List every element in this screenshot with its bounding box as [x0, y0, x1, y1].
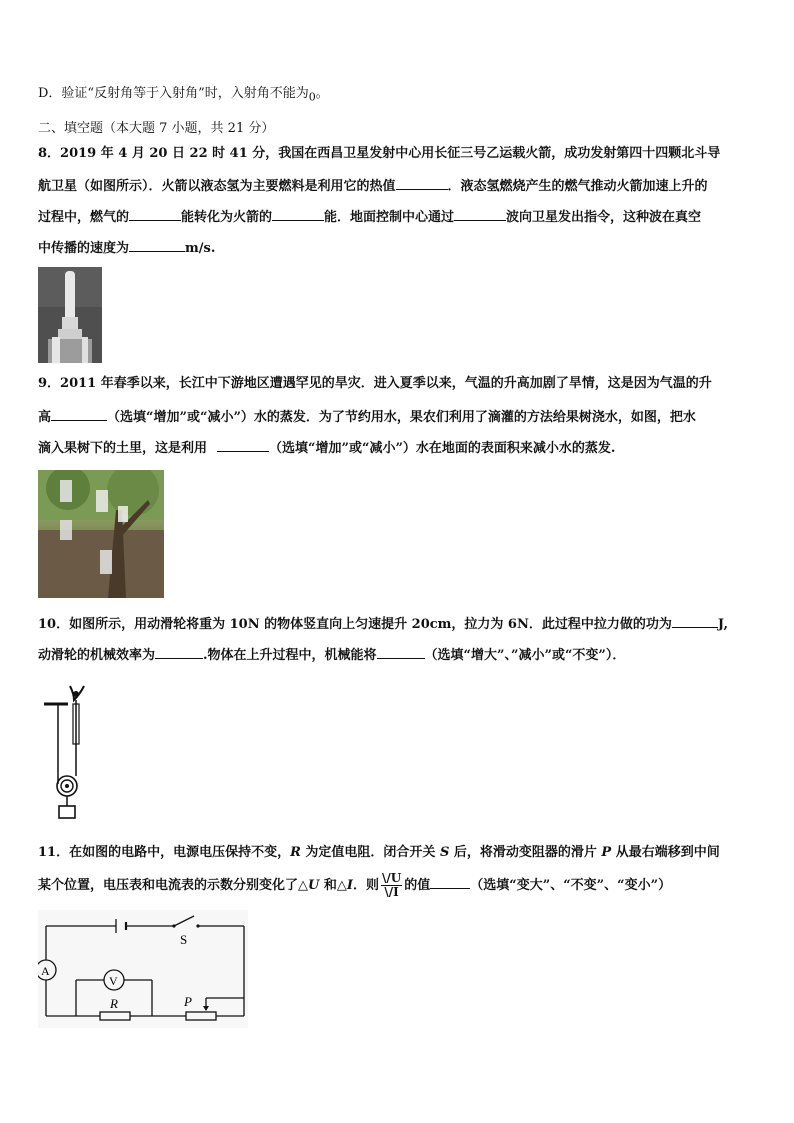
voltmeter-label: V — [109, 974, 118, 988]
fraction-denominator: \/I — [384, 885, 399, 899]
q10-text: .物体在上升过程中，机械能将 — [203, 648, 377, 663]
option-d-suffix: 。 — [315, 86, 329, 101]
switch-label: S — [180, 932, 188, 947]
q11-text: ．则 — [352, 878, 379, 893]
circuit-diagram — [38, 910, 248, 1032]
q8-text: 波向卫星发出指令，这种波在真空 — [506, 210, 702, 225]
q11-text: 11．在如图的电路中，电源电压保持不变， — [38, 845, 291, 860]
q8-text: 能．地面控制中心通过 — [324, 210, 455, 225]
q8-line3 — [38, 208, 701, 226]
q8-text: 能转化为火箭的 — [181, 210, 273, 225]
q11-text: 为定值电阻．闭合开关 — [300, 845, 440, 860]
q10-line2 — [38, 646, 625, 664]
resistor-label: R — [110, 996, 118, 1011]
option-d — [38, 86, 329, 106]
q11-text: （选填“变大”、“不变”、“变小”） — [470, 878, 672, 893]
q11-var-r: R — [290, 845, 301, 860]
q10-text: （选填“增大”、”减小”或“不变”）． — [424, 648, 626, 663]
q10-text: J, — [717, 617, 729, 632]
q11-text: 的值 — [404, 878, 431, 893]
q9-text: 高 — [38, 410, 52, 425]
q8-text: 过程中，燃气的 — [38, 210, 130, 225]
q11-var-u: U — [308, 878, 320, 893]
q8-blank-2[interactable] — [129, 208, 181, 221]
option-d-value: 0 — [308, 90, 316, 104]
q9-text: （选填“增加”或“减小”）水的蒸发．为了节约用水，果农们利用了滴灌的方法给果树浇水，如图，把水 — [107, 410, 696, 425]
pulley-figure — [38, 680, 106, 824]
q11-var-p: P — [601, 845, 612, 860]
rocket-photo — [38, 267, 102, 363]
q8-text: m/s. — [185, 241, 216, 256]
q11-text: 从最右端移到中间 — [611, 845, 720, 860]
fraction-numerator: \/U — [381, 871, 402, 885]
q11-text: 某个位置，电压表和电流表的示数分别变化了△ — [38, 878, 308, 893]
q8-line4 — [38, 239, 215, 257]
q9-blank-1[interactable] — [51, 408, 107, 421]
q11-var-s: S — [439, 845, 450, 860]
q9-text: （选填“增加”或“减小”）水在地面的表面积来减小水的蒸发. — [269, 441, 616, 456]
drip-irrigation-photo — [38, 470, 164, 598]
q9-blank-2[interactable] — [217, 439, 269, 452]
q10-blank-3[interactable] — [377, 646, 425, 659]
q10-blank-1[interactable] — [672, 615, 718, 628]
section-title: 二、填空题（本大题 7 小题，共 21 分） — [38, 121, 275, 136]
q8-text: ．液态氢燃烧产生的燃气推动火箭加速上升的 — [447, 179, 708, 194]
q11-line2 — [38, 872, 671, 900]
q8-blank-1[interactable] — [396, 177, 448, 190]
q8-text: 中传播的速度为 — [38, 241, 130, 256]
q11-text: 和△ — [319, 878, 347, 893]
q8-line2 — [38, 177, 708, 195]
q8-blank-5[interactable] — [129, 239, 185, 252]
q8-line1: 8．2019 年 4 月 20 日 22 时 41 分，我国在西昌卫星发射中心用长征三号乙运载火箭，成功发射第四十四颗北斗导 — [38, 146, 721, 161]
q10-text: 动滑轮的机械效率为 — [38, 648, 156, 663]
q11-fraction — [381, 872, 402, 899]
q11-var-i: I — [346, 878, 353, 893]
q8-blank-3[interactable] — [272, 208, 324, 221]
q10-line1 — [38, 615, 728, 633]
q10-blank-2[interactable] — [155, 646, 203, 659]
q9-text: 滴入果树下的土里，这是利用 — [38, 441, 208, 456]
q9-line2 — [38, 408, 696, 426]
slider-label: P — [184, 994, 192, 1009]
q8-blank-4[interactable] — [454, 208, 506, 221]
q11-blank-1[interactable] — [430, 876, 470, 889]
q9-line3 — [38, 439, 615, 457]
q8-text: 航卫星（如图所示）．火箭以液态氢为主要燃料是利用它的热值 — [38, 179, 396, 194]
ammeter-label: A — [41, 964, 50, 978]
q9-line1: 9．2011 年春季以来，长江中下游地区遭遇罕见的旱灾．进入夏季以来，气温的升高加剧了旱情，这是因为气温的升 — [38, 376, 712, 391]
option-d-text: D．验证“反射角等于入射角”时，入射角不能为 — [38, 86, 309, 101]
q11-text: 后，将滑动变阻器的滑片 — [449, 845, 602, 860]
q10-text: 10．如图所示，用动滑轮将重为 10N 的物体竖直向上匀速提升 20cm，拉力为 6N．此过程中拉力做的功为 — [38, 617, 672, 632]
q11-line1 — [38, 845, 720, 861]
